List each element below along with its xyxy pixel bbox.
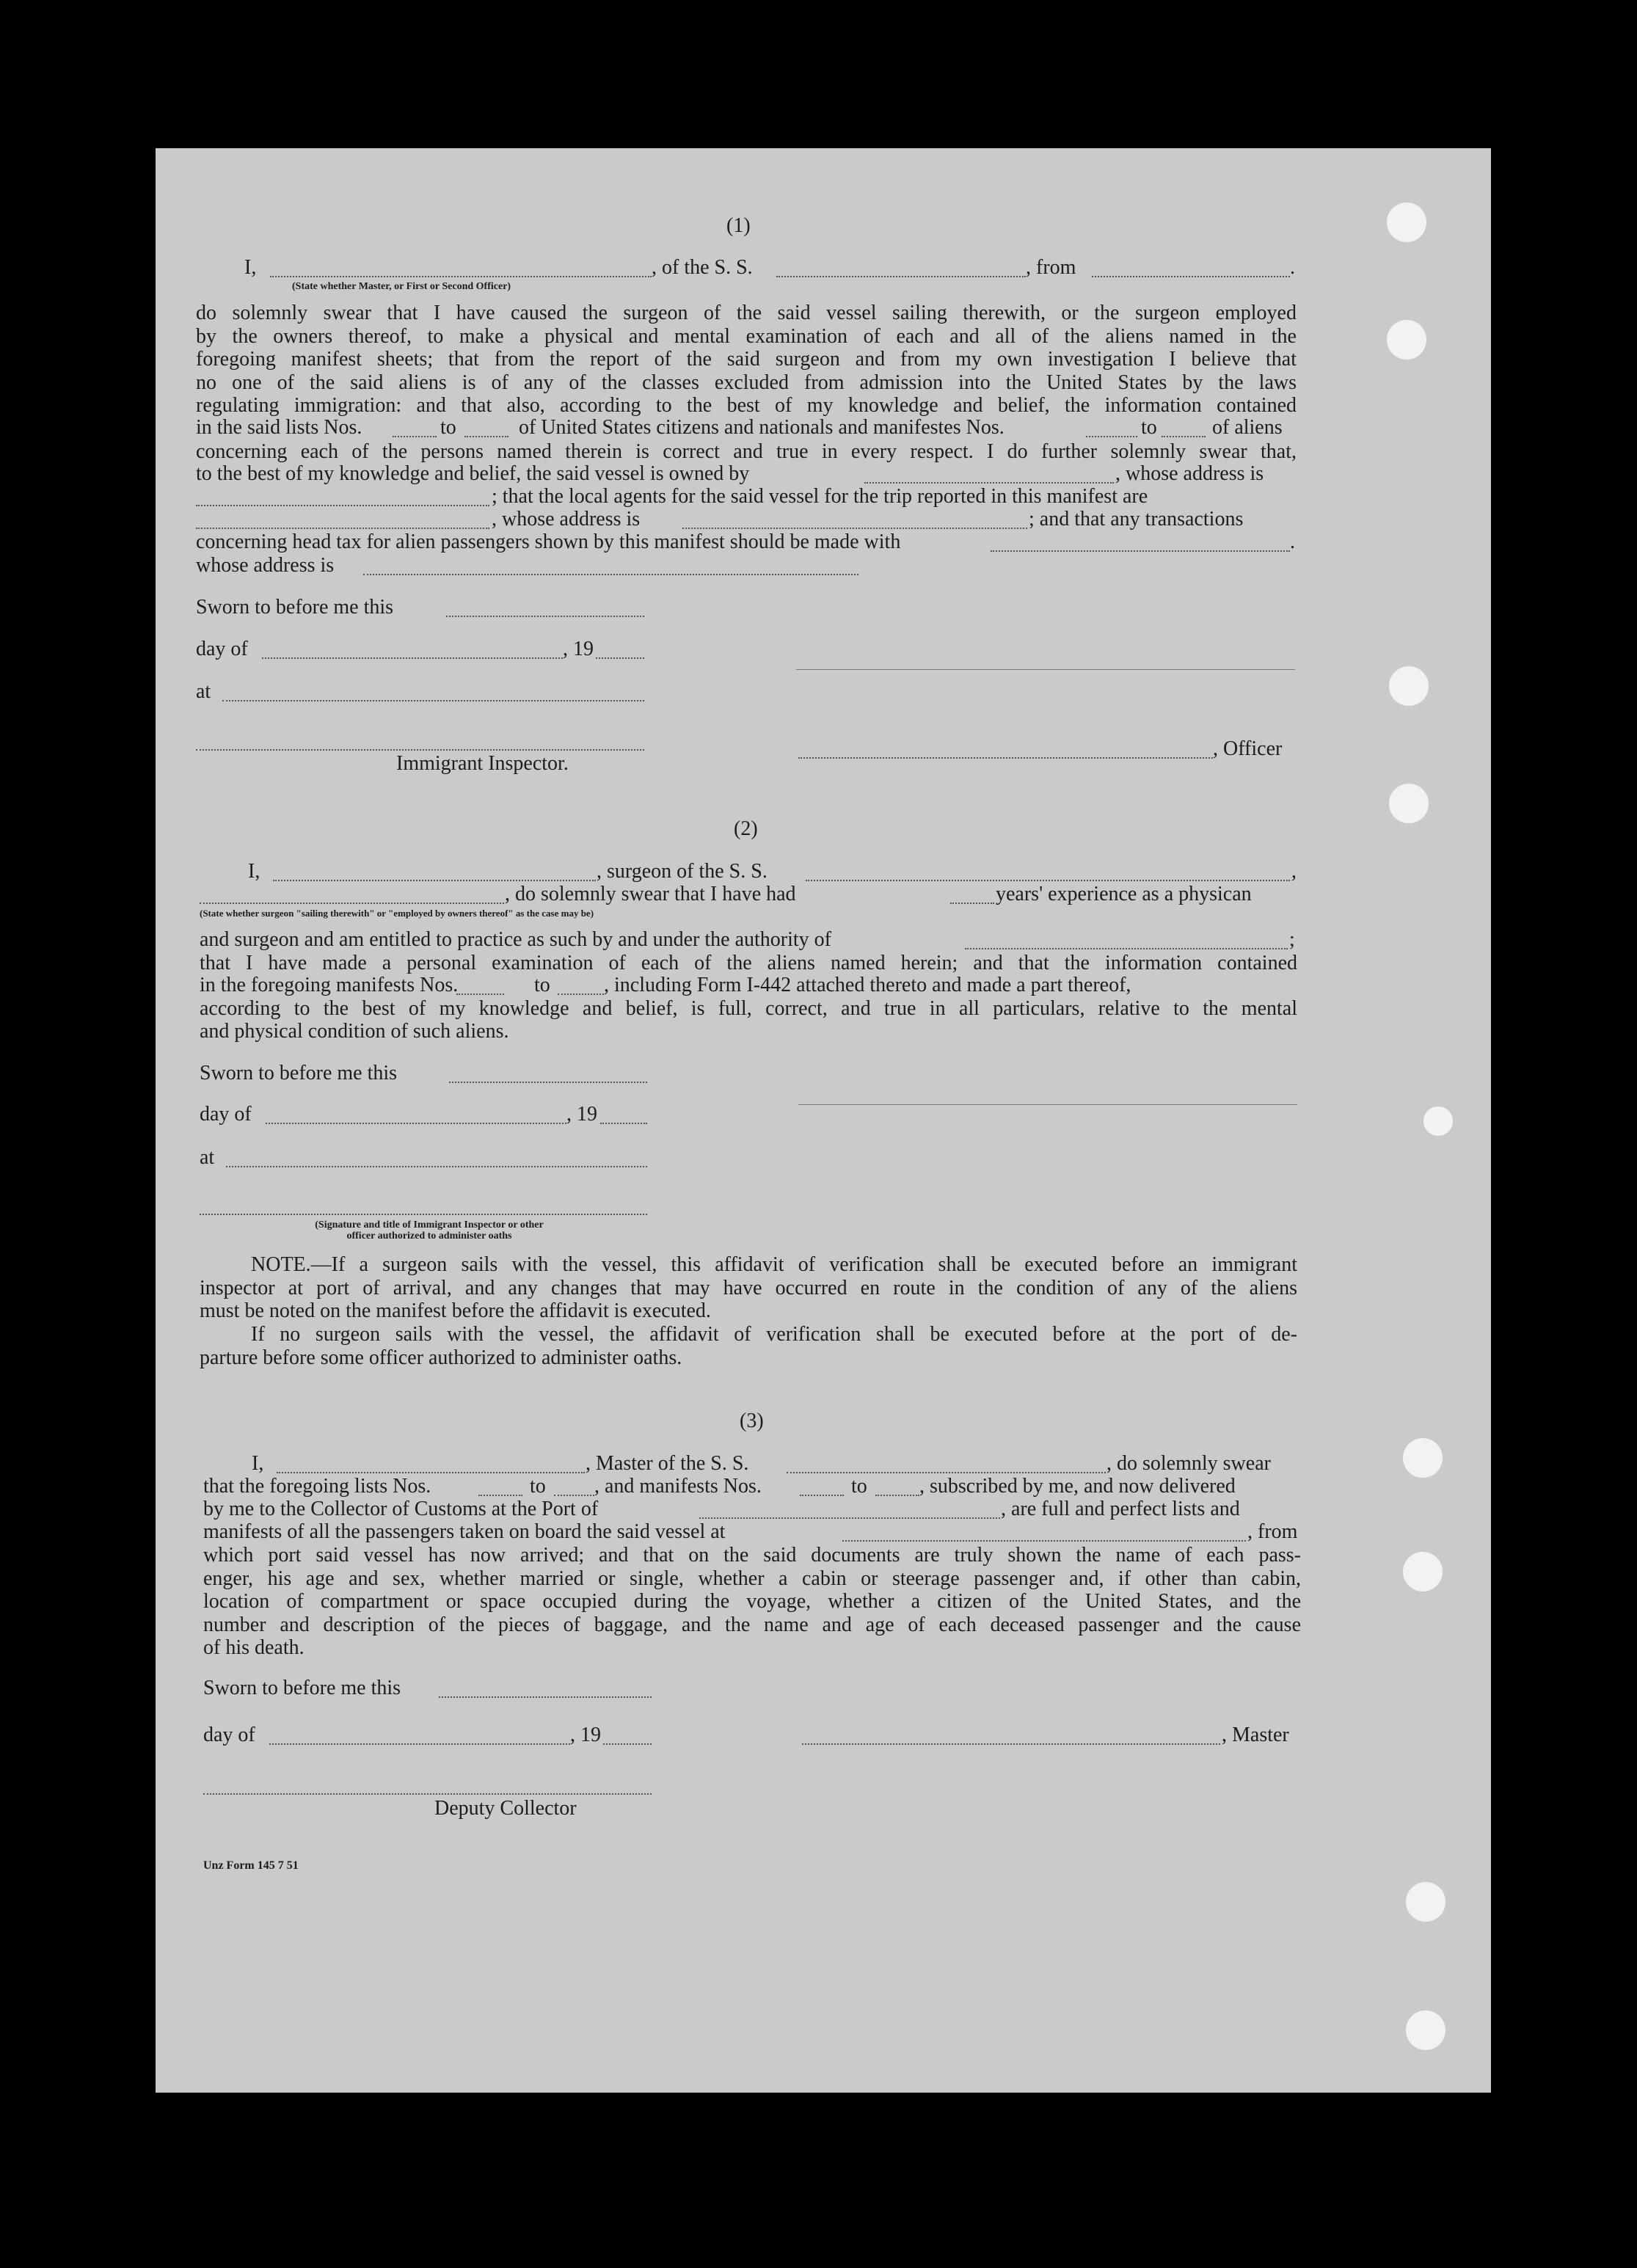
note-line: parture before some officer authorized to administer oaths. bbox=[200, 1346, 682, 1369]
s1-l6b: to bbox=[440, 416, 456, 439]
blank-s1-officer-signature bbox=[798, 757, 1213, 759]
s1-l11a: concerning head tax for alien passengers shown by this manifest should be made with bbox=[196, 530, 901, 553]
s1-line: concerning each of the persons named therein is correct and true in every respect. I do further solemnly swear that, bbox=[196, 440, 1297, 463]
blank-s2-vessel bbox=[806, 880, 1290, 881]
form-number: Unz Form 145 7 51 bbox=[203, 1859, 299, 1872]
s1-of-ss: , of the S. S. bbox=[652, 256, 753, 279]
blank-s3-sworn-date bbox=[439, 1696, 652, 1698]
s3-l2e: , subscribed by me, and now delivered bbox=[919, 1475, 1236, 1498]
s3-master: , Master of the S. S. bbox=[586, 1452, 749, 1475]
blank-head-tax-party bbox=[991, 550, 1290, 552]
blank-from-port bbox=[1092, 276, 1290, 277]
s3-l2a: that the foregoing lists Nos. bbox=[203, 1475, 431, 1498]
note-line: NOTE.—If a surgeon sails with the vessel, this affidavit of verification shall be executed before an immigrant bbox=[251, 1253, 1297, 1276]
note-line: If no surgeon sails with the vessel, the affidavit of verification shall be executed before at the port of de- bbox=[251, 1323, 1297, 1346]
s2-line: that I have made a personal examination of each of the aliens named herein; and that the information contained bbox=[200, 952, 1297, 974]
s3-l2d: to bbox=[851, 1475, 867, 1498]
s2-note-2 bbox=[200, 1323, 1297, 1369]
s2-i: I, bbox=[248, 860, 260, 883]
s1-l6a: in the said lists Nos. bbox=[196, 416, 362, 439]
blank-s1-inspector-signature bbox=[196, 749, 644, 751]
s1-l10a: , whose address is bbox=[492, 508, 641, 530]
blank-s1-month bbox=[262, 657, 563, 659]
s2-l2a: , do solemnly swear that I have had bbox=[505, 883, 796, 905]
s2-surgeon: , surgeon of the S. S. bbox=[597, 860, 768, 883]
blank-vessel-name bbox=[776, 276, 1026, 277]
blank-master-name bbox=[277, 1472, 585, 1473]
blank-s2-year bbox=[600, 1123, 647, 1124]
s1-period: . bbox=[1290, 256, 1295, 279]
s1-l6c: of United States citizens and nationals and manifestes Nos. bbox=[519, 416, 1005, 439]
s3-i: I, bbox=[252, 1452, 264, 1475]
s3-dayof: day of bbox=[203, 1724, 255, 1746]
s2-l5c: , including Form I-442 attached thereto and made a part thereof, bbox=[604, 974, 1131, 996]
s2-sworn: Sworn to before me this bbox=[200, 1062, 398, 1084]
blank-port-of-arrival bbox=[699, 1517, 1000, 1519]
blank-s3-vessel bbox=[787, 1472, 1106, 1473]
blank-s2-manifests-to bbox=[558, 993, 604, 995]
s1-l6d: to bbox=[1141, 416, 1157, 439]
blank-agents-address bbox=[682, 528, 1027, 529]
blank-manifests-to bbox=[1162, 436, 1206, 437]
s1-i: I, bbox=[244, 256, 257, 279]
s1-l8b: , whose address is bbox=[1115, 462, 1264, 485]
binder-hole bbox=[1406, 1882, 1445, 1922]
s2-19: , 19 bbox=[566, 1103, 597, 1126]
binder-hole bbox=[1387, 203, 1426, 242]
s1-line: no one of the said aliens is of any of the classes excluded from admission into the United States by the laws bbox=[196, 371, 1297, 394]
binder-hole bbox=[1389, 784, 1429, 823]
blank-port-of-embarkation bbox=[842, 1540, 1246, 1542]
blank-deputy-signature bbox=[203, 1793, 652, 1795]
s1-l12: whose address is bbox=[196, 554, 335, 577]
s3-line: of his death. bbox=[203, 1636, 305, 1659]
s1-inspector-label: Immigrant Inspector. bbox=[396, 752, 569, 775]
blank-s3-lists-to bbox=[554, 1495, 594, 1496]
binder-hole bbox=[1403, 1438, 1443, 1478]
s2-at: at bbox=[200, 1146, 215, 1169]
blank-s2-at bbox=[226, 1166, 647, 1167]
s2-line-4 bbox=[200, 952, 1297, 975]
blank-s3-year bbox=[603, 1743, 652, 1745]
s3-l3b: , are full and perfect lists and bbox=[1001, 1498, 1240, 1520]
s2-line-6 bbox=[200, 997, 1297, 1021]
s3-l2c: , and manifests Nos. bbox=[594, 1475, 762, 1498]
s1-officer-note: (State whether Master, or First or Second Officer) bbox=[292, 281, 511, 292]
s1-19: , 19 bbox=[563, 638, 594, 660]
s1-l10b: ; and that any transactions bbox=[1029, 508, 1244, 530]
s1-from: , from bbox=[1026, 256, 1076, 279]
s3-body bbox=[203, 1544, 1301, 1660]
s1-l9a: ; that the local agents for the said vessel for the trip reported in this manifest are bbox=[492, 485, 1148, 508]
binder-hole bbox=[1423, 1106, 1453, 1136]
s3-line: number and description of the pieces of baggage, and the name and age of each deceased passenger and the cause bbox=[203, 1613, 1301, 1636]
blank-s1-sworn-date bbox=[446, 616, 644, 617]
blank-lists-from bbox=[393, 436, 437, 437]
blank-s2-sworn-date bbox=[449, 1082, 647, 1083]
binder-hole bbox=[1387, 320, 1426, 360]
s2-surgeon-note: (State whether surgeon "sailing therewith" or "employed by owners thereof" as the case may be) bbox=[200, 908, 594, 919]
blank-surgeon-status bbox=[200, 903, 504, 904]
blank-master-signature bbox=[802, 1743, 1220, 1745]
blank-local-agents bbox=[196, 528, 489, 529]
s2-signature-note-1: (Signature and title of Immigrant Inspector or other bbox=[315, 1219, 544, 1230]
section-2-number: (2) bbox=[734, 817, 758, 840]
blank-s2-inspector-signature bbox=[200, 1214, 647, 1215]
binder-hole bbox=[1406, 2010, 1445, 2050]
blank-s3-lists-from bbox=[478, 1495, 522, 1496]
s1-l11b: . bbox=[1290, 530, 1295, 553]
blank-s2-manifests-from bbox=[456, 993, 504, 995]
s1-officer-label: , Officer bbox=[1213, 737, 1283, 760]
s1-sworn: Sworn to before me this bbox=[196, 596, 394, 619]
blank-manifests-from bbox=[1086, 436, 1137, 437]
s3-master-label: , Master bbox=[1222, 1724, 1289, 1746]
blank-head-tax-address bbox=[363, 574, 858, 575]
s3-line: location of compartment or space occupied during the voyage, whether a citizen of the United States, and the bbox=[203, 1590, 1301, 1613]
blank-owner-address bbox=[196, 505, 489, 506]
s3-l4a: manifests of all the passengers taken on board the said vessel at bbox=[203, 1520, 726, 1543]
s1-line: do solemnly swear that I have caused the surgeon of the said vessel sailing therewith, or the surgeon employed bbox=[196, 302, 1297, 324]
section-1-number: (1) bbox=[726, 214, 751, 237]
binder-hole bbox=[1403, 1552, 1443, 1591]
s1-officer-signature-line bbox=[796, 669, 1295, 670]
blank-s1-at bbox=[222, 700, 644, 701]
s2-l3a: and surgeon and am entitled to practice as such by and under the authority of bbox=[200, 928, 831, 951]
blank-s1-year bbox=[596, 657, 644, 659]
s2-note bbox=[200, 1253, 1297, 1323]
s3-l2b: to bbox=[530, 1475, 546, 1498]
blank-s3-manifests-to bbox=[875, 1495, 919, 1496]
s1-line: foregoing manifest sheets; that from the report of the said surgeon and from my own investigation I believe that bbox=[196, 348, 1297, 371]
s1-line-7 bbox=[196, 440, 1297, 464]
s2-dayof: day of bbox=[200, 1103, 252, 1126]
s3-line: enger, his age and sex, whether married or single, whether a cabin or steerage passenger and, if other than cabin, bbox=[203, 1567, 1301, 1590]
s3-line: which port said vessel has now arrived; and that on the said documents are truly shown the name of each pass- bbox=[203, 1544, 1301, 1567]
blank-officer-name bbox=[270, 276, 652, 277]
s2-surgeon-signature-line bbox=[798, 1104, 1297, 1105]
s2-line: according to the best of my knowledge and belief, is full, correct, and true in all particulars, relative to the mental bbox=[200, 997, 1297, 1020]
blank-surgeon-name bbox=[273, 880, 596, 881]
s1-body bbox=[196, 302, 1297, 417]
blank-vessel-owner bbox=[864, 482, 1114, 484]
s2-l5b: to bbox=[534, 974, 550, 996]
note-line: inspector at port of arrival, and any changes that may have occurred en route in the condition of any of the aliens bbox=[200, 1276, 1297, 1299]
s2-l3b: ; bbox=[1289, 928, 1295, 951]
note-line: must be noted on the manifest before the affidavit is executed. bbox=[200, 1299, 711, 1322]
blank-years-experience bbox=[950, 903, 994, 904]
s2-l2b: years' experience as a physican bbox=[996, 883, 1252, 905]
s3-deputy-label: Deputy Collector bbox=[434, 1797, 577, 1820]
s1-line: regulating immigration: and that also, according to the best of my knowledge and belief, the information contained bbox=[196, 394, 1297, 417]
blank-s3-month bbox=[269, 1743, 570, 1745]
blank-lists-to bbox=[464, 436, 508, 437]
section-3-number: (3) bbox=[740, 1410, 764, 1432]
binder-hole bbox=[1389, 666, 1429, 706]
s3-19: , 19 bbox=[570, 1724, 601, 1746]
s2-line-7: and physical condition of such aliens. bbox=[200, 1020, 509, 1043]
s2-signature-note-2: officer authorized to administer oaths bbox=[346, 1230, 512, 1241]
s3-swear: , do solemnly swear bbox=[1106, 1452, 1271, 1475]
blank-s2-month bbox=[266, 1123, 566, 1124]
s1-l8a: to the best of my knowledge and belief, the said vessel is owned by bbox=[196, 462, 750, 485]
s3-sworn: Sworn to before me this bbox=[203, 1677, 401, 1699]
s2-comma: , bbox=[1291, 860, 1297, 883]
s3-l3a: by me to the Collector of Customs at the Port of bbox=[203, 1498, 599, 1520]
s1-line: by the owners thereof, to make a physical and mental examination of each and all of the aliens named in the bbox=[196, 324, 1297, 348]
s1-at: at bbox=[196, 680, 211, 703]
blank-s3-manifests-from bbox=[800, 1495, 844, 1496]
s3-l4b: , from bbox=[1247, 1520, 1298, 1543]
s2-l5a: in the foregoing manifests Nos. bbox=[200, 974, 459, 996]
blank-authority bbox=[965, 948, 1288, 949]
s1-l6e: of aliens bbox=[1212, 416, 1283, 439]
s1-dayof: day of bbox=[196, 638, 248, 660]
